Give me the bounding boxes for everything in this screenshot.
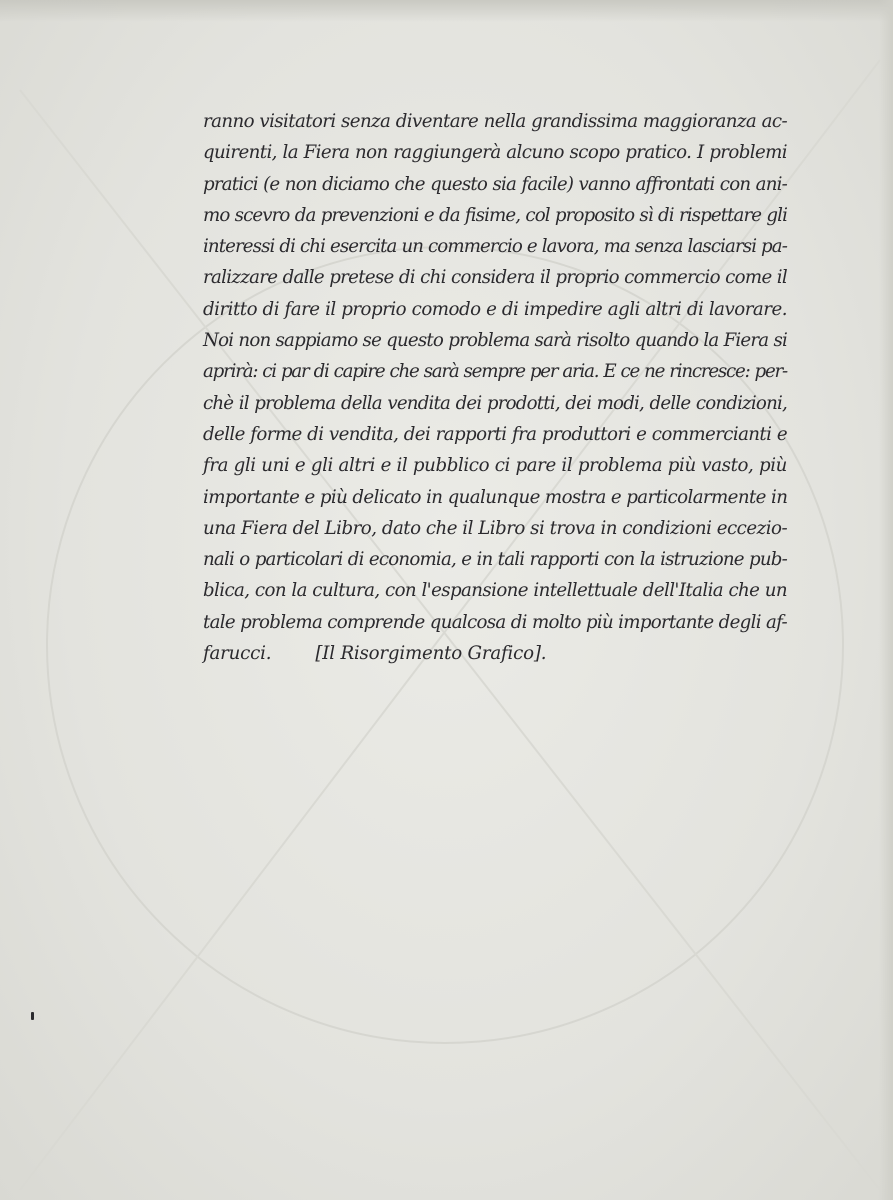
text-line: aprirà: ci par di capire che sarà sempre per aria. E ce ne rincresce: per- xyxy=(203,361,787,383)
text-line: mo scevro da prevenzioni e da fisime, col proposito sì di rispettare gli xyxy=(203,204,787,226)
text-line: tale problema comprende qualcosa di molto più importante degli af- xyxy=(203,611,787,633)
text-line: quirenti, la Fiera non raggiungerà alcuno scopo pratico. I problemi xyxy=(203,142,787,164)
citation: [Il Risorgimento Grafico]. xyxy=(315,643,547,665)
text-line: fra gli uni e gli altri e il pubblico ci pare il problema più vasto, più xyxy=(203,455,787,477)
text-line: chè il problema della vendita dei prodotti, dei modi, delle condizioni, xyxy=(203,392,787,414)
text-line: pratici (e non diciamo che questo sia facile) vanno affrontati con ani- xyxy=(203,173,787,195)
text-line: importante e più delicato in qualunque mostra e particolarmente in xyxy=(203,486,788,508)
text-line: ranno visitatori senza diventare nella grandissima maggioranza ac- xyxy=(203,111,787,132)
final-line xyxy=(203,638,787,669)
text-line: blica, con la cultura, con l'espansione intellettuale dell'Italia che un xyxy=(203,580,787,602)
final-line-text: farucci. xyxy=(203,643,272,665)
text-line: ralizzare dalle pretese di chi considera il proprio commercio come il xyxy=(203,267,787,289)
body-text xyxy=(203,106,787,669)
text-line: diritto di fare il proprio comodo e di impedire agli altri di lavorare. xyxy=(203,298,787,320)
text-line: interessi di chi esercita un commercio e lavora, ma senza lasciarsi pa- xyxy=(203,236,787,258)
text-line: nali o particolari di economia, e in tali rapporti con la istruzione pub- xyxy=(203,549,787,571)
text-line: Noi non sappiamo se questo problema sarà risolto quando la Fiera si xyxy=(203,330,787,352)
text-line: delle forme di vendita, dei rapporti fra produttori e commercianti e xyxy=(203,423,787,445)
margin-speck xyxy=(31,1012,34,1020)
text-line: una Fiera del Libro, dato che il Libro si trova in condizioni eccezio- xyxy=(203,517,788,539)
